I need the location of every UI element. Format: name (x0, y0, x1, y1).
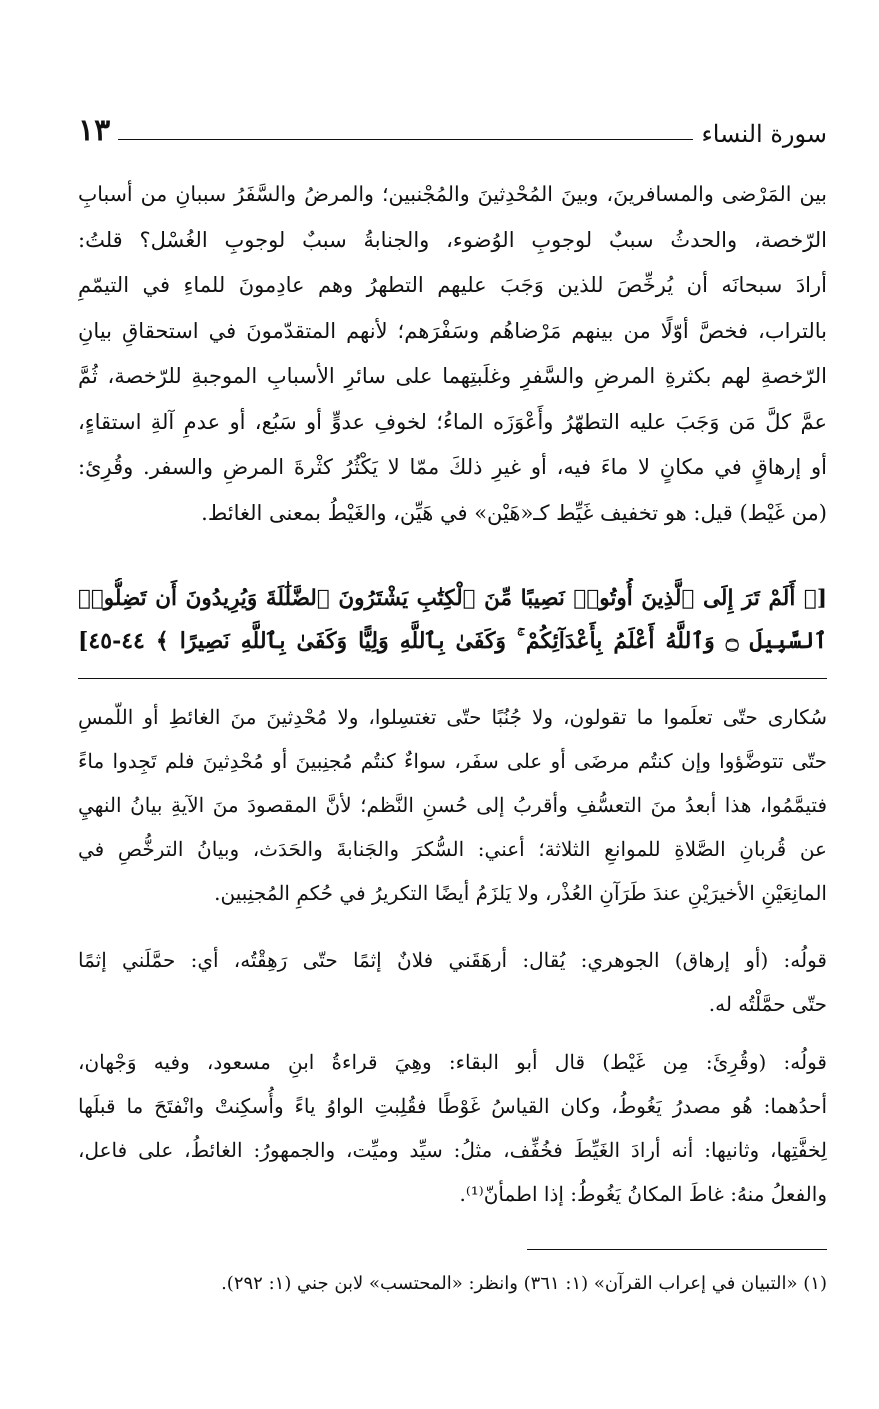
commentary-line: لِخفَّتِها، وثانيها: أنه أرادَ الغَيِّطَ فخُفِّف، مثلُ: سيِّد وميِّت، والجمهورُ: الغائطُ، على فاعل، (78, 1138, 827, 1162)
main-line: أرادَ سبحانَه أن يُرخِّصَ للذين وَجَبَ عليهم التطهرُ وهم عادِمونَ للماءِ في التيمّمِ (78, 273, 827, 297)
verse-line: [﴿ أَلَمْ تَرَ إِلَى ٱلَّذِينَ أُوتُوا۟ نَصِيبًا مِّنَ ٱلْكِتَٰبِ يَشْتَرُونَ ٱلضَّلَٰلَةَ وَيُرِيدُونَ أَن تَضِلُّوا۟ (78, 586, 827, 611)
header-rule (118, 139, 693, 140)
main-line: بين المَرْضى والمسافرينَ، وبينَ المُحْدِثينَ والمُجْنبين؛ والمرضُ والسَّفَرُ سببانِ من أسبابِ (78, 182, 827, 206)
commentary-line: حتّى تتوضَّؤوا وإن كنتُم مرضَى أو على سفَر، سواءٌ كنتُم مُجنِبينَ أو مُحْدِثينَ فلم تَجِدوا ماءً (78, 749, 827, 773)
running-header (78, 100, 827, 148)
commentary-line: المانِعَيْنِ الأخيرَيْنِ عندَ طَرَآنِ العُذْر، ولا يَلزَمُ أيضًا التكريرُ في حُكمِ المُجنِبين. (214, 881, 827, 905)
commentary-line: أحدُهما: هُو مصدرُ يَغُوطُ، وكان القياسُ غَوْطًا فقُلِبتِ الواوُ ياءً وأُسكِنتْ وانْفتَحَ ما قبلَها (78, 1094, 827, 1118)
section-divider (78, 678, 827, 679)
commentary-line: فتيمَّمُوا، هذا أبعدُ منَ التعسُّفِ وأقربُ إلى حُسنِ النَّظم؛ لأنَّ المقصودَ منَ الآيةِ بيانُ النهيِ (78, 793, 827, 817)
main-line: بالتراب، فخصَّ أوّلًا من بينهم مَرْضاهُم وسَفْرَهم؛ لأنهم المتقدّمونَ في استحقاقِ بيانِ (78, 318, 827, 343)
footnote-rule (527, 1249, 827, 1250)
quran-verse (78, 578, 827, 662)
main-line: أو إرهاقٍ في مكانٍ لا ماءَ فيه، أو غيرِ ذلكَ ممّا لا يَكْثُرُ كثْرةَ المرضِ والسفر. وقُرِئ: (78, 455, 827, 479)
main-line: عمَّ كلَّ مَن وَجَبَ عليه التطهّرُ وأَعْوَزَه الماءُ؛ لخوفِ عدوٍّ أو سَبُع، أو عدمِ آلةِ استقاءٍ، (78, 409, 827, 434)
commentary-line: والفعلُ منهُ: غاطَ المكانُ يَغُوطُ: إذا اطمأنّ⁽¹⁾. (459, 1182, 827, 1206)
verse-line: ٱلسَّبِيلَ ۝ وَٱللَّهُ أَعْلَمُ بِأَعْدَآئِكُمْ ۚ وَكَفَىٰ بِٱللَّهِ وَلِيًّا وَكَفَىٰ بِٱللَّهِ نَصِيرًا ﴾ ٤٤-٤٥] (78, 628, 827, 654)
commentary-paragraph-1 (78, 695, 827, 915)
main-line: الرّخصة، والحدثُ سببٌ لوجوبِ الوُضوء، والجنابةُ سببٌ لوجوبِ الغُسْل؟ قلتُ: (78, 227, 827, 252)
commentary-line: عن قُربانِ الصَّلاةِ للموانعِ الثلاثة؛ أعني: السُّكرَ والجَنابةَ والحَدَث، وبيانُ الترخُّصِ في (78, 837, 827, 861)
main-line: (من غَيْط) قيل: هو تخفيف غَيِّط كـ«هَيْن» في هَيِّن، والغَيْطُ بمعنى الغائط. (201, 500, 827, 525)
footnote (78, 1266, 827, 1302)
commentary-paragraph-2 (78, 938, 827, 1026)
surah-title: سورة النساء (701, 120, 827, 148)
commentary-line: قولُه: (وقُرِئَ: مِن غَيْط) قال أبو البقاء: وهِيَ قراءةُ ابنِ مسعود، وفيه وَجْهان، (78, 1050, 827, 1074)
commentary-line: حتّى حمَّلْتُه له. (708, 992, 827, 1016)
footnote-text: (١) «التبيان في إعراب القرآن» (١: ٣٦١) وانظر: «المحتسب» لابن جني (١: ٢٩٢). (221, 1273, 827, 1294)
commentary-line: قولُه: (أو إرهاق) الجوهري: يُقال: أرهَقَني فلانٌ إثمًا حتّى رَهِقْتُه، أي: حمَّلَني إثمًا (78, 948, 827, 972)
main-line: الرّخصةِ لهم بكثرةِ المرضِ والسَّفرِ وغلَبتِهما على سائرِ الأسبابِ الموجبةِ للرّخصة، ثُمَّ (78, 364, 827, 388)
commentary-line: سُكارى حتّى تعلَموا ما تقولون، ولا جُنُبًا حتّى تغتسِلوا، ولا مُحْدِثينَ منَ الغائطِ أو اللّمسِ (78, 705, 827, 729)
main-text (78, 172, 827, 536)
commentary-paragraph-3 (78, 1040, 827, 1216)
page-number: ١٣ (78, 113, 111, 148)
